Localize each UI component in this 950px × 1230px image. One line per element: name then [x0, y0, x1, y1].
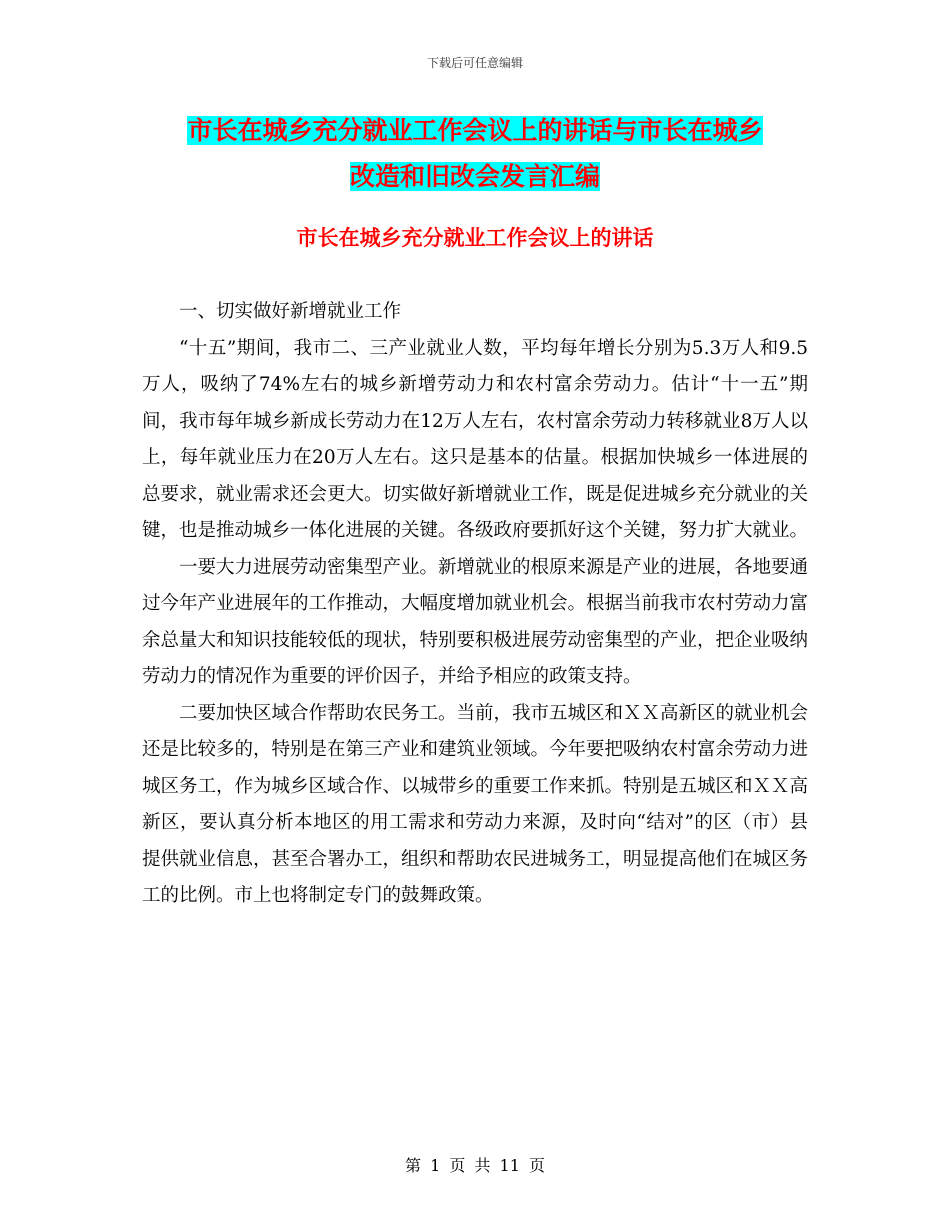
paragraph: 一要大力进展劳动密集型产业。新增就业的根原来源是产业的进展，各地要通过今年产业进展年的工作推动，大幅度增加就业机会。根据当前我市农村劳动力富余总量大和知识技能较低的现状，特别要积极进展劳动密集型的产业，把企业吸纳劳动力的情况作为重要的评价因子，并给予相应的政策支持。 [142, 556, 809, 687]
section-title: 市长在城乡充分就业工作会议上的讲话 [296, 226, 654, 250]
document-title [142, 108, 808, 200]
document-body [142, 294, 808, 915]
paragraph: “十五”期间，我市二、三产业就业人数，平均每年增长分别为5.3万人和9.5万人，吸纳了74%左右的城乡新增劳动力和农村富余劳动力。估计“十一五”期间，我市每年城乡新成长劳动力在12万人左右，农村富余劳动力转移就业8万人以上，每年就业压力在20万人左右。这只是基本的估量。根据加快城乡一体进展的总要求，就业需求还会更大。切实做好新增就业工作，既是促进城乡充分就业的关键，也是推动城乡一体化进展的关键。各级政府要抓好这个关键，努力扩大就业。 [142, 337, 809, 541]
paragraph: 二要加快区域合作帮助农民务工。当前，我市五城区和ＸＸ高新区的就业机会还是比较多的，特别是在第三产业和建筑业领域。今年要把吸纳农村富余劳动力进城区务工，作为城乡区域合作、以城带乡的重要工作来抓。特别是五城区和ＸＸ高新区，要认真分析本地区的用工需求和劳动力来源，及时向“结对”的区（市）县提供就业信息，甚至合署办工，组织和帮助农民进城务工，明显提高他们在城区务工的比例。市上也将制定专门的鼓舞政策。 [142, 702, 809, 906]
document-title-line-2: 改造和旧改会发言汇编 [349, 162, 600, 191]
document-title-line-1: 市长在城乡充分就业工作会议上的讲话与市长在城乡 [187, 116, 763, 145]
page-footer: 第 1 页 共 11 页 [405, 1156, 545, 1175]
paragraph-heading: 一、切实做好新增就业工作 [179, 301, 402, 322]
header-note: 下载后可任意编辑 [426, 56, 523, 70]
